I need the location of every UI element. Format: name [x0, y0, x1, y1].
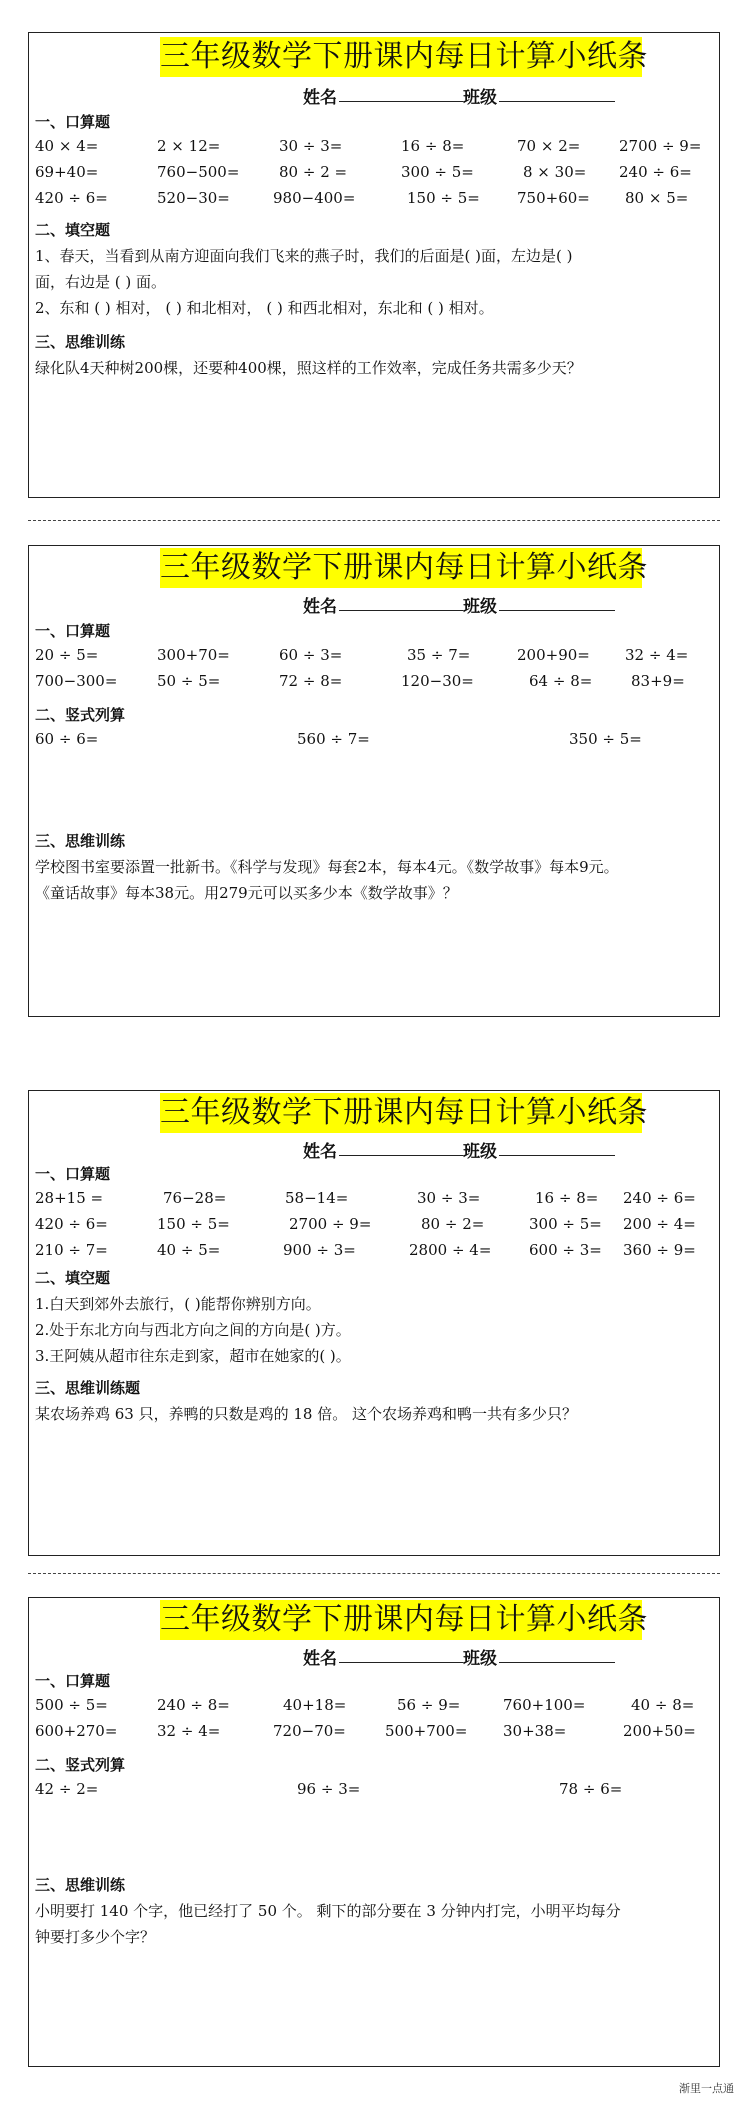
oral-problem: 58−14= [285, 1189, 349, 1207]
fill-blank-line: 3.王阿姨从超市往东走到家，超市在她家的( )。 [35, 1347, 351, 1365]
thinking-problem: 《童话故事》每本38元。用279元可以买多少本《数学故事》？ [35, 884, 458, 902]
oral-problem: 72 ÷ 8= [279, 672, 343, 690]
vertical-problem: 560 ÷ 7= [297, 730, 370, 748]
worksheet-card-1 [28, 32, 720, 498]
oral-problem: 120−30= [401, 672, 474, 690]
oral-problem: 420 ÷ 6= [35, 1215, 108, 1233]
oral-problem: 20 ÷ 5= [35, 646, 99, 664]
oral-problem: 360 ÷ 9= [623, 1241, 696, 1259]
fill-blank-line: 2、东和 ( ) 相对， ( ) 和北相对， ( ) 和西北相对，东北和 ( ) 相对。 [35, 299, 494, 317]
oral-problem: 700−300= [35, 672, 118, 690]
name-label: 姓名 [303, 1142, 337, 1162]
oral-problem: 30+38= [503, 1722, 567, 1740]
oral-problem: 40 × 4= [35, 137, 99, 155]
oral-problem: 300 ÷ 5= [401, 163, 474, 181]
oral-problem: 200 ÷ 4= [623, 1215, 696, 1233]
footer-watermark: 渐里一点通 [679, 2082, 734, 2095]
oral-problem: 32 ÷ 4= [157, 1722, 221, 1740]
worksheet-card-4 [28, 1597, 720, 2067]
name-blank[interactable] [339, 592, 463, 611]
oral-problem: 500+700= [385, 1722, 468, 1740]
oral-problem: 500 ÷ 5= [35, 1696, 108, 1714]
class-blank[interactable] [499, 83, 615, 102]
name-blank[interactable] [339, 1137, 463, 1156]
worksheet-title: 三年级数学下册课内每日计算小纸条 [160, 37, 642, 77]
vertical-problem: 42 ÷ 2= [35, 1780, 99, 1798]
oral-problem: 40 ÷ 8= [631, 1696, 695, 1714]
section-oral: 一、口算题 [35, 622, 111, 640]
oral-problem: 28+15 = [35, 1189, 104, 1207]
oral-problem: 30 ÷ 3= [279, 137, 343, 155]
oral-problem: 8 × 30= [523, 163, 587, 181]
section-fill-blank: 二、填空题 [35, 221, 111, 239]
oral-problem: 300 ÷ 5= [529, 1215, 602, 1233]
oral-problem: 32 ÷ 4= [625, 646, 689, 664]
oral-problem: 240 ÷ 6= [619, 163, 692, 181]
oral-problem: 760+100= [503, 1696, 586, 1714]
oral-problem: 200+90= [517, 646, 590, 664]
class-label: 班级 [463, 1142, 497, 1162]
oral-problem: 750+60= [517, 189, 590, 207]
oral-problem: 16 ÷ 8= [401, 137, 465, 155]
oral-problem: 69+40= [35, 163, 99, 181]
section-fill-blank: 二、填空题 [35, 1269, 111, 1287]
oral-problem: 35 ÷ 7= [407, 646, 471, 664]
oral-problem: 83+9= [631, 672, 685, 690]
oral-problem: 600 ÷ 3= [529, 1241, 602, 1259]
name-label: 姓名 [303, 597, 337, 617]
class-blank[interactable] [499, 592, 615, 611]
oral-problem: 40 ÷ 5= [157, 1241, 221, 1259]
fill-blank-line: 1、春天，当看到从南方迎面向我们飞来的燕子时，我们的后面是( )面，左边是( ) [35, 247, 573, 265]
vertical-problem: 78 ÷ 6= [559, 1780, 623, 1798]
thinking-problem: 绿化队4天种树200棵，还要种400棵，照这样的工作效率，完成任务共需多少天？ [35, 359, 582, 377]
oral-problem: 2700 ÷ 9= [289, 1215, 372, 1233]
fill-blank-line: 面，右边是 ( ) 面。 [35, 273, 167, 291]
worksheet-title: 三年级数学下册课内每日计算小纸条 [160, 1093, 642, 1133]
cut-line [28, 520, 720, 521]
section-thinking: 三、思维训练 [35, 333, 126, 351]
class-label: 班级 [463, 597, 497, 617]
name-label: 姓名 [303, 88, 337, 108]
oral-problem: 60 ÷ 3= [279, 646, 343, 664]
oral-problem: 40+18= [283, 1696, 347, 1714]
section-thinking: 三、思维训练 [35, 1876, 126, 1894]
oral-problem: 80 ÷ 2= [421, 1215, 485, 1233]
oral-problem: 240 ÷ 6= [623, 1189, 696, 1207]
name-blank[interactable] [339, 1644, 463, 1663]
section-vertical-calc: 二、竖式列算 [35, 706, 126, 724]
fill-blank-line: 2.处于东北方向与西北方向之间的方向是( )方。 [35, 1321, 351, 1339]
section-oral: 一、口算题 [35, 1165, 111, 1183]
cut-line [28, 1573, 720, 1574]
vertical-problem: 96 ÷ 3= [297, 1780, 361, 1798]
section-thinking: 三、思维训练 [35, 832, 126, 850]
oral-problem: 520−30= [157, 189, 230, 207]
class-blank[interactable] [499, 1644, 615, 1663]
worksheet-card-2 [28, 545, 720, 1017]
name-label: 姓名 [303, 1649, 337, 1669]
oral-problem: 420 ÷ 6= [35, 189, 108, 207]
oral-problem: 76−28= [163, 1189, 227, 1207]
oral-problem: 980−400= [273, 189, 356, 207]
oral-problem: 2 × 12= [157, 137, 221, 155]
oral-problem: 150 ÷ 5= [157, 1215, 230, 1233]
oral-problem: 720−70= [273, 1722, 346, 1740]
oral-problem: 70 × 2= [517, 137, 581, 155]
oral-problem: 760−500= [157, 163, 240, 181]
oral-problem: 16 ÷ 8= [535, 1189, 599, 1207]
class-label: 班级 [463, 88, 497, 108]
oral-problem: 80 ÷ 2 = [279, 163, 348, 181]
vertical-problem: 60 ÷ 6= [35, 730, 99, 748]
worksheet-card-3 [28, 1090, 720, 1556]
thinking-problem: 学校图书室要添置一批新书。《科学与发现》每套2本，每本4元。《数学故事》每本9元。 [35, 858, 619, 876]
oral-problem: 2800 ÷ 4= [409, 1241, 492, 1259]
vertical-problem: 350 ÷ 5= [569, 730, 642, 748]
thinking-problem: 钟要打多少个字？ [35, 1928, 156, 1946]
oral-problem: 56 ÷ 9= [397, 1696, 461, 1714]
class-label: 班级 [463, 1649, 497, 1669]
oral-problem: 600+270= [35, 1722, 118, 1740]
oral-problem: 80 × 5= [625, 189, 689, 207]
oral-problem: 150 ÷ 5= [407, 189, 480, 207]
thinking-problem: 小明要打 140 个字，他已经打了 50 个。 剩下的部分要在 3 分钟内打完，小明平均每分 [35, 1902, 621, 1920]
thinking-problem: 某农场养鸡 63 只，养鸭的只数是鸡的 18 倍。 这个农场养鸡和鸭一共有多少只？ [35, 1405, 578, 1423]
oral-problem: 200+50= [623, 1722, 696, 1740]
fill-blank-line: 1.白天到郊外去旅行，( )能帮你辨别方向。 [35, 1295, 321, 1313]
section-thinking: 三、思维训练题 [35, 1379, 141, 1397]
oral-problem: 240 ÷ 8= [157, 1696, 230, 1714]
oral-problem: 300+70= [157, 646, 230, 664]
section-oral: 一、口算题 [35, 1672, 111, 1690]
worksheet-title: 三年级数学下册课内每日计算小纸条 [160, 1600, 642, 1640]
name-blank[interactable] [339, 83, 463, 102]
oral-problem: 2700 ÷ 9= [619, 137, 702, 155]
class-blank[interactable] [499, 1137, 615, 1156]
worksheet-title: 三年级数学下册课内每日计算小纸条 [160, 548, 642, 588]
section-vertical-calc: 二、竖式列算 [35, 1756, 126, 1774]
section-oral: 一、口算题 [35, 113, 111, 131]
oral-problem: 50 ÷ 5= [157, 672, 221, 690]
oral-problem: 210 ÷ 7= [35, 1241, 108, 1259]
oral-problem: 30 ÷ 3= [417, 1189, 481, 1207]
oral-problem: 64 ÷ 8= [529, 672, 593, 690]
oral-problem: 900 ÷ 3= [283, 1241, 356, 1259]
